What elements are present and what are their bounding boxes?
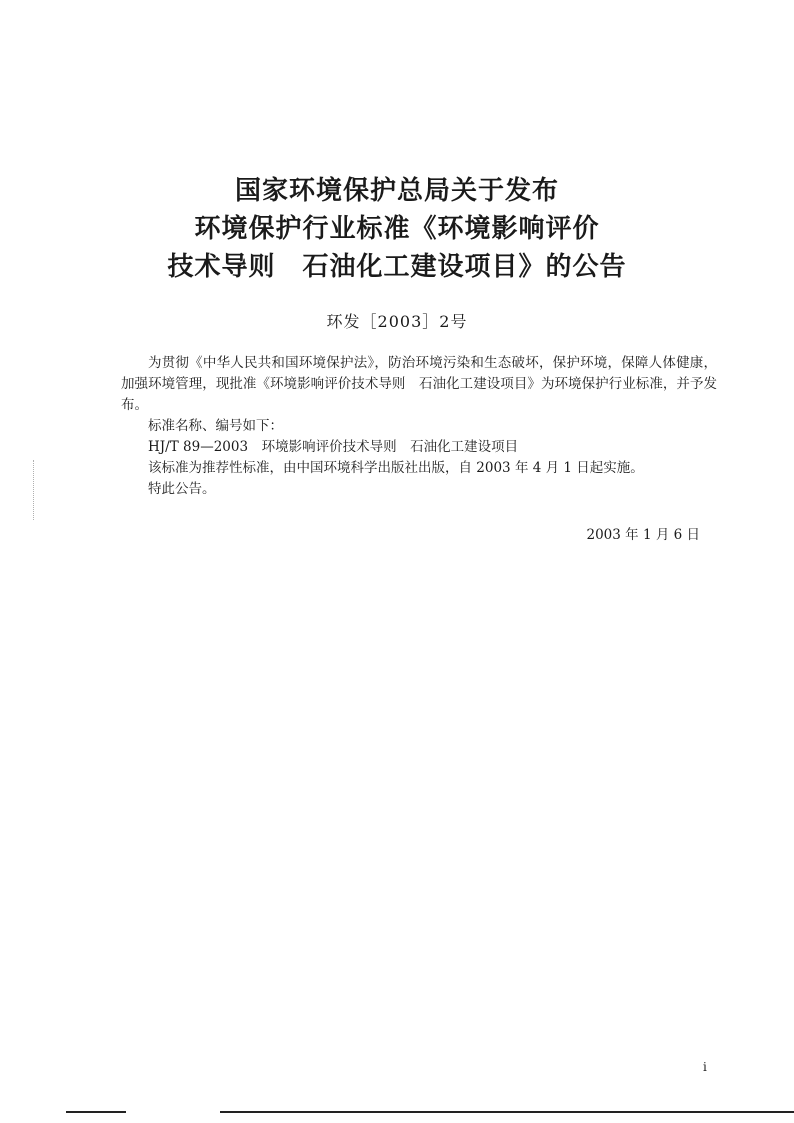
body-paragraph-1: 为贯彻《中华人民共和国环境保护法》，防治环境污染和生态破坏，保护环境，保障人体健康，加强环境管理，现批准《环境影响评价技术导则 石油化工建设项目》为环境保护行业标准，并予发布。 bbox=[121, 355, 717, 413]
closing-line: 特此公告。 bbox=[148, 481, 216, 497]
recommendation-line: 该标准为推荐性标准，由中国环境科学出版社出版，自 2003 年 4 月 1 日起实施。 bbox=[148, 460, 644, 476]
issue-date: 2003 年 1 月 6 日 bbox=[586, 527, 700, 543]
scan-artifact bbox=[33, 460, 34, 520]
footer-rule-right bbox=[220, 1111, 794, 1113]
title-line-1: 国家环境保护总局关于发布 bbox=[234, 176, 559, 206]
footer-rule-left bbox=[66, 1111, 126, 1113]
standard-id-line: HJ/T 89—2003 环境影响评价技术导则 石油化工建设项目 bbox=[148, 439, 519, 455]
document-number: 环发［2003］2号 bbox=[326, 312, 468, 331]
standard-intro-line: 标准名称、编号如下： bbox=[148, 418, 283, 434]
title-line-2: 环境保护行业标准《环境影响评价 bbox=[194, 214, 600, 244]
announcement-body bbox=[121, 353, 717, 500]
announcement-title bbox=[0, 172, 794, 286]
title-line-3: 技术导则 石油化工建设项目》的公告 bbox=[167, 252, 627, 282]
page-number: i bbox=[703, 1060, 707, 1074]
